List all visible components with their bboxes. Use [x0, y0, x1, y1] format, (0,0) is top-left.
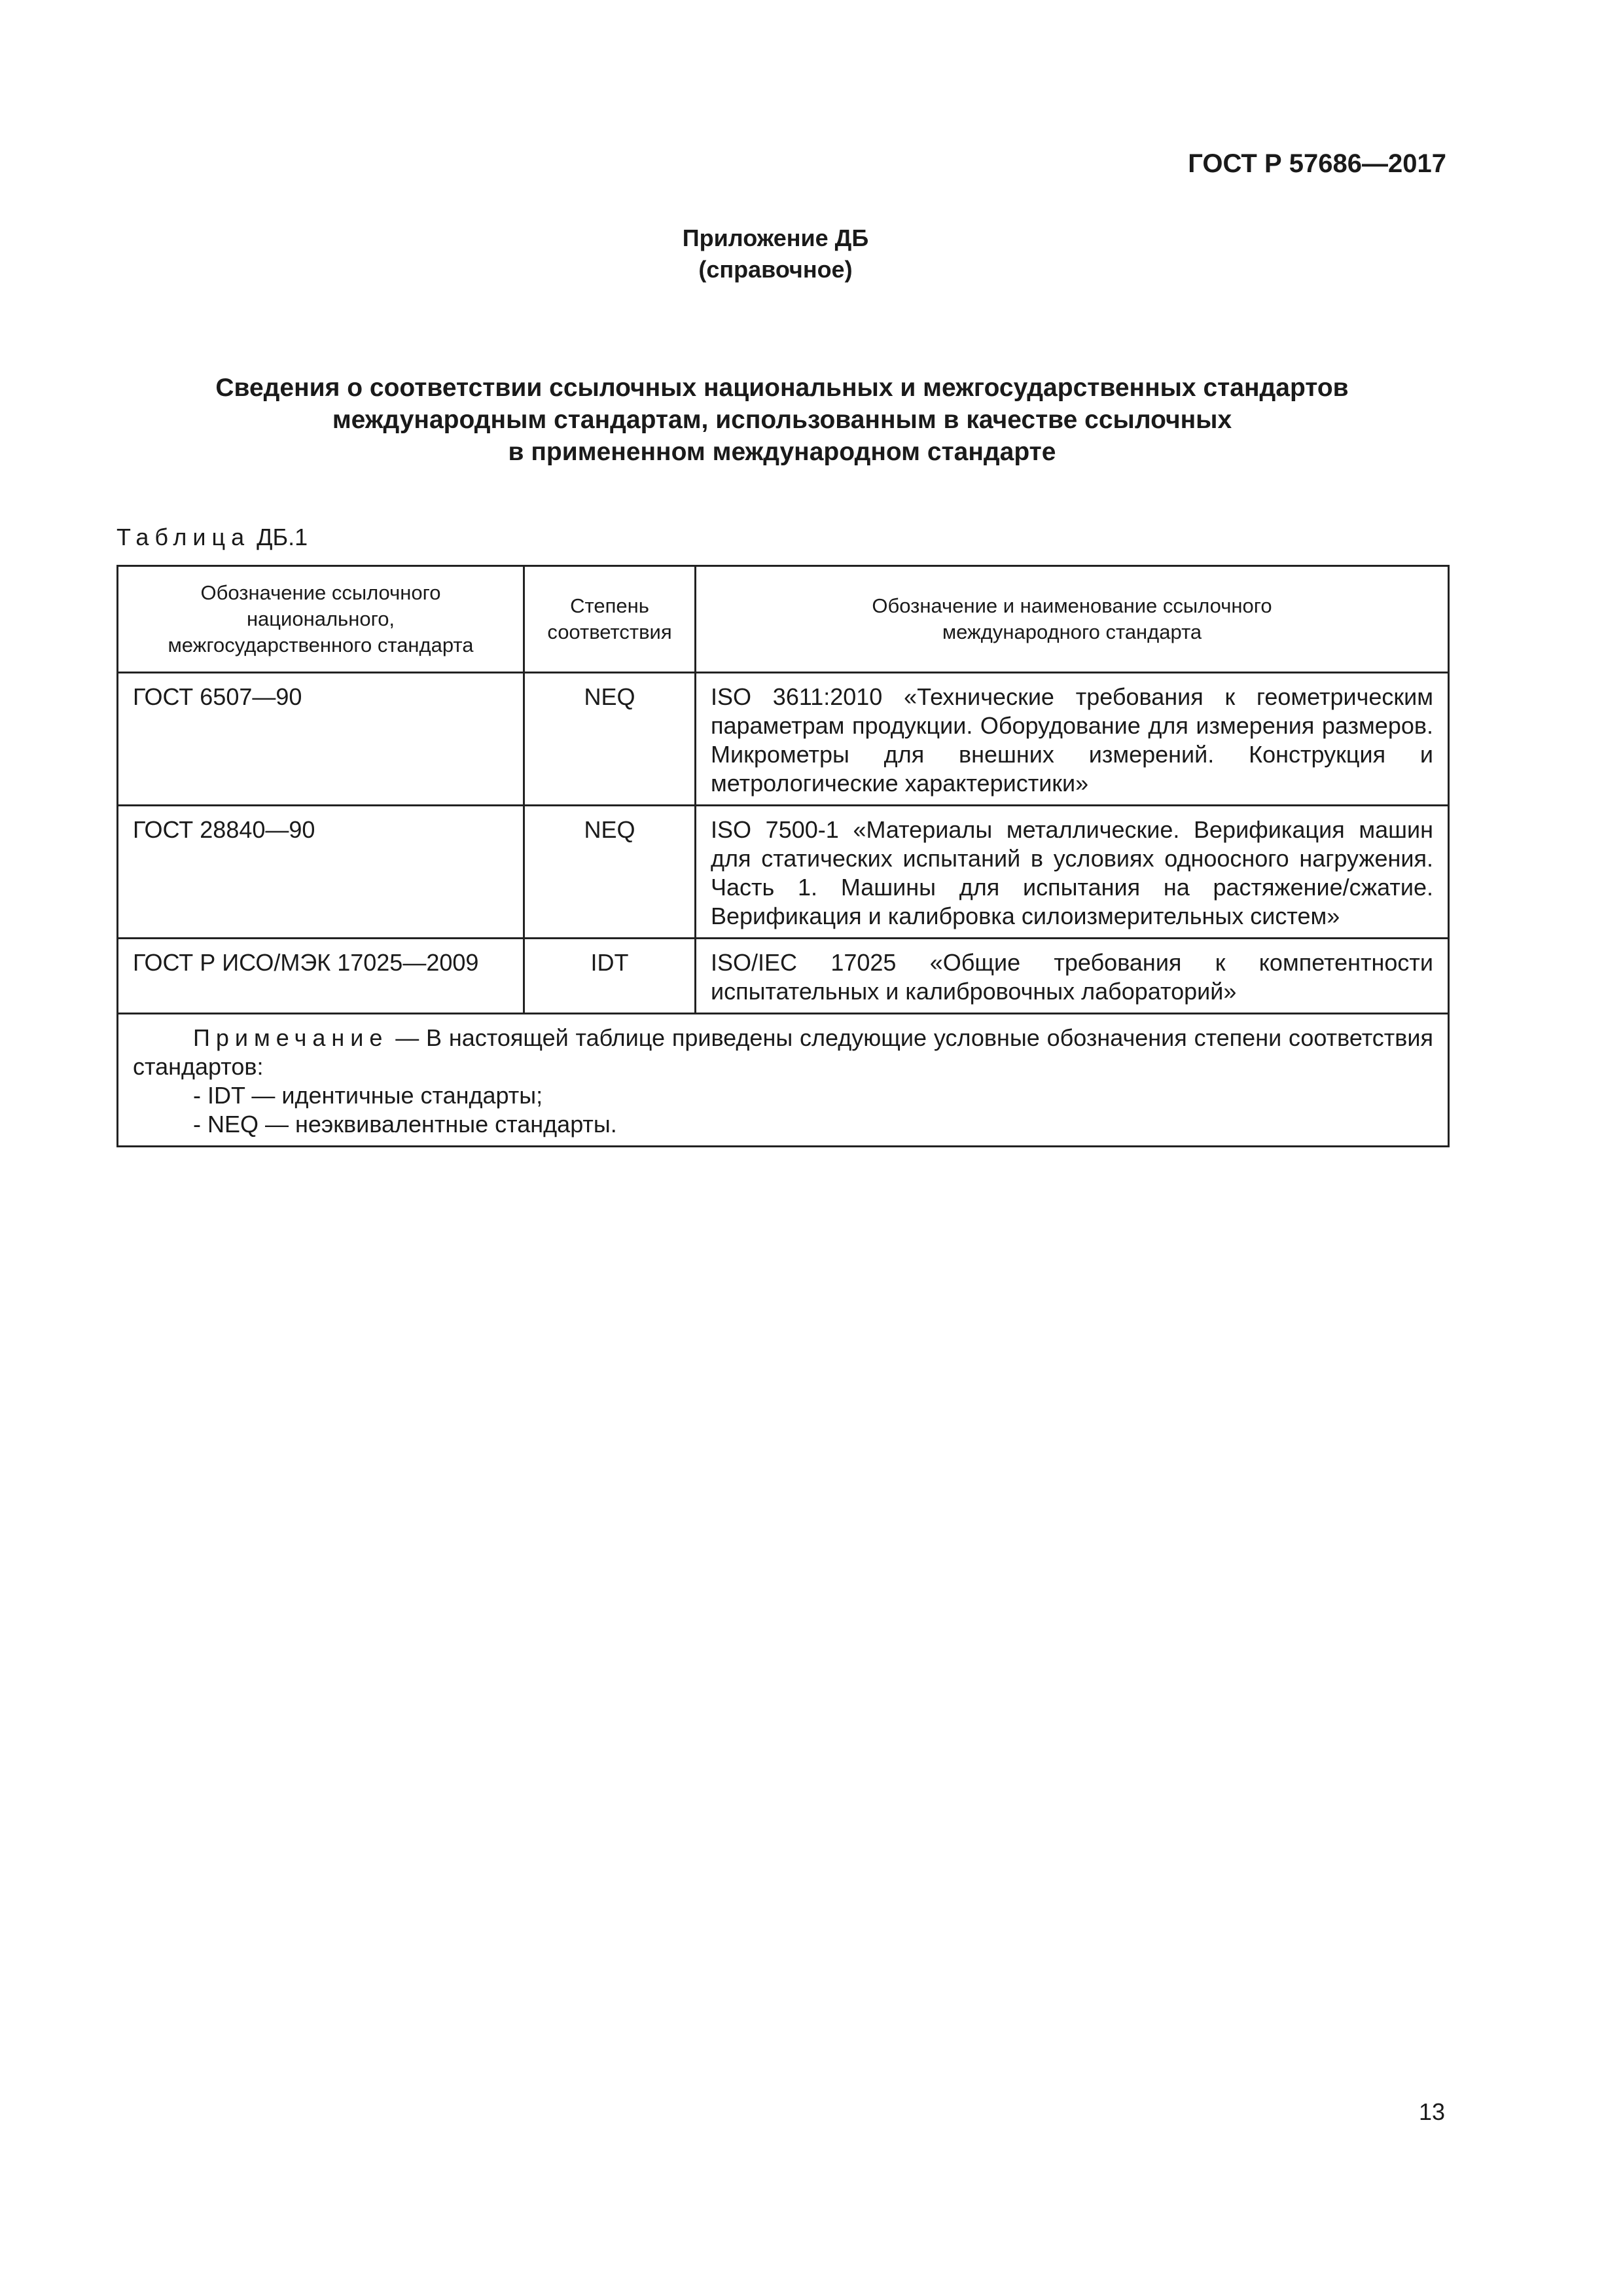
table-caption [116, 524, 308, 551]
table-caption-label: Таблица [116, 524, 251, 550]
header-international-standard: Обозначение и наименование ссылочного международного стандарта [696, 566, 1449, 673]
header-degree: Степень соответствия [524, 566, 696, 673]
cell-national: ГОСТ 6507—90 [118, 673, 524, 806]
appendix-title: Приложение ДБ [682, 224, 869, 251]
note-item: - NEQ — неэквивалентные стандарты. [193, 1111, 617, 1138]
table-caption-number: ДБ.1 [257, 524, 308, 550]
cell-international: ISO 3611:2010 «Технические требования к геометрическим параметрам продукции. Оборудование для измерения размеров. Микрометры для внешних измерений. Конструкция и метрологические характеристики» [696, 673, 1449, 806]
cell-degree: IDT [524, 939, 696, 1014]
cell-national: ГОСТ Р ИСО/МЭК 17025—2009 [118, 939, 524, 1014]
cell-national: ГОСТ 28840—90 [118, 806, 524, 939]
table-header-row [118, 566, 1449, 673]
note-label: Примечание [193, 1024, 389, 1051]
cell-degree: NEQ [524, 673, 696, 806]
table-note-row [118, 1014, 1449, 1147]
note-text: — В настоящей таблице приведены следующие условные обозначения степени соответствия стандартов: [133, 1024, 1433, 1080]
document-code: ГОСТ Р 57686—2017 [1188, 149, 1446, 178]
cell-degree: NEQ [524, 806, 696, 939]
section-title-line: международным стандартам, использованным в качестве ссылочных [332, 406, 1232, 434]
note-intro [73, 1024, 1433, 1081]
section-title-line: в примененном международном стандарте [508, 438, 1056, 466]
section-title [118, 372, 1446, 468]
table-row [118, 939, 1449, 1014]
appendix-heading [0, 223, 1551, 285]
section-title-line: Сведения о соответствии ссылочных национальных и межгосударственных стандартов [215, 374, 1349, 402]
page-number: 13 [1418, 2098, 1445, 2125]
appendix-subtitle: (справочное) [698, 256, 853, 283]
cell-international: ISO/IEC 17025 «Общие требования к компетентности испытательных и калибровочных лабораторий» [696, 939, 1449, 1014]
table-note [118, 1014, 1449, 1147]
cell-international: ISO 7500-1 «Материалы металлические. Верификация машин для статических испытаний в условиях одноосного нагружения. Часть 1. Машины для испытания на растяжение/сжатие. Верификация и калибровка силоизмерительных систем» [696, 806, 1449, 939]
note-item: - IDT — идентичные стандарты; [193, 1082, 543, 1109]
table-row [118, 806, 1449, 939]
standards-table [116, 565, 1450, 1147]
header-national-standard: Обозначение ссылочного национального, межгосударственного стандарта [118, 566, 524, 673]
table-row [118, 673, 1449, 806]
